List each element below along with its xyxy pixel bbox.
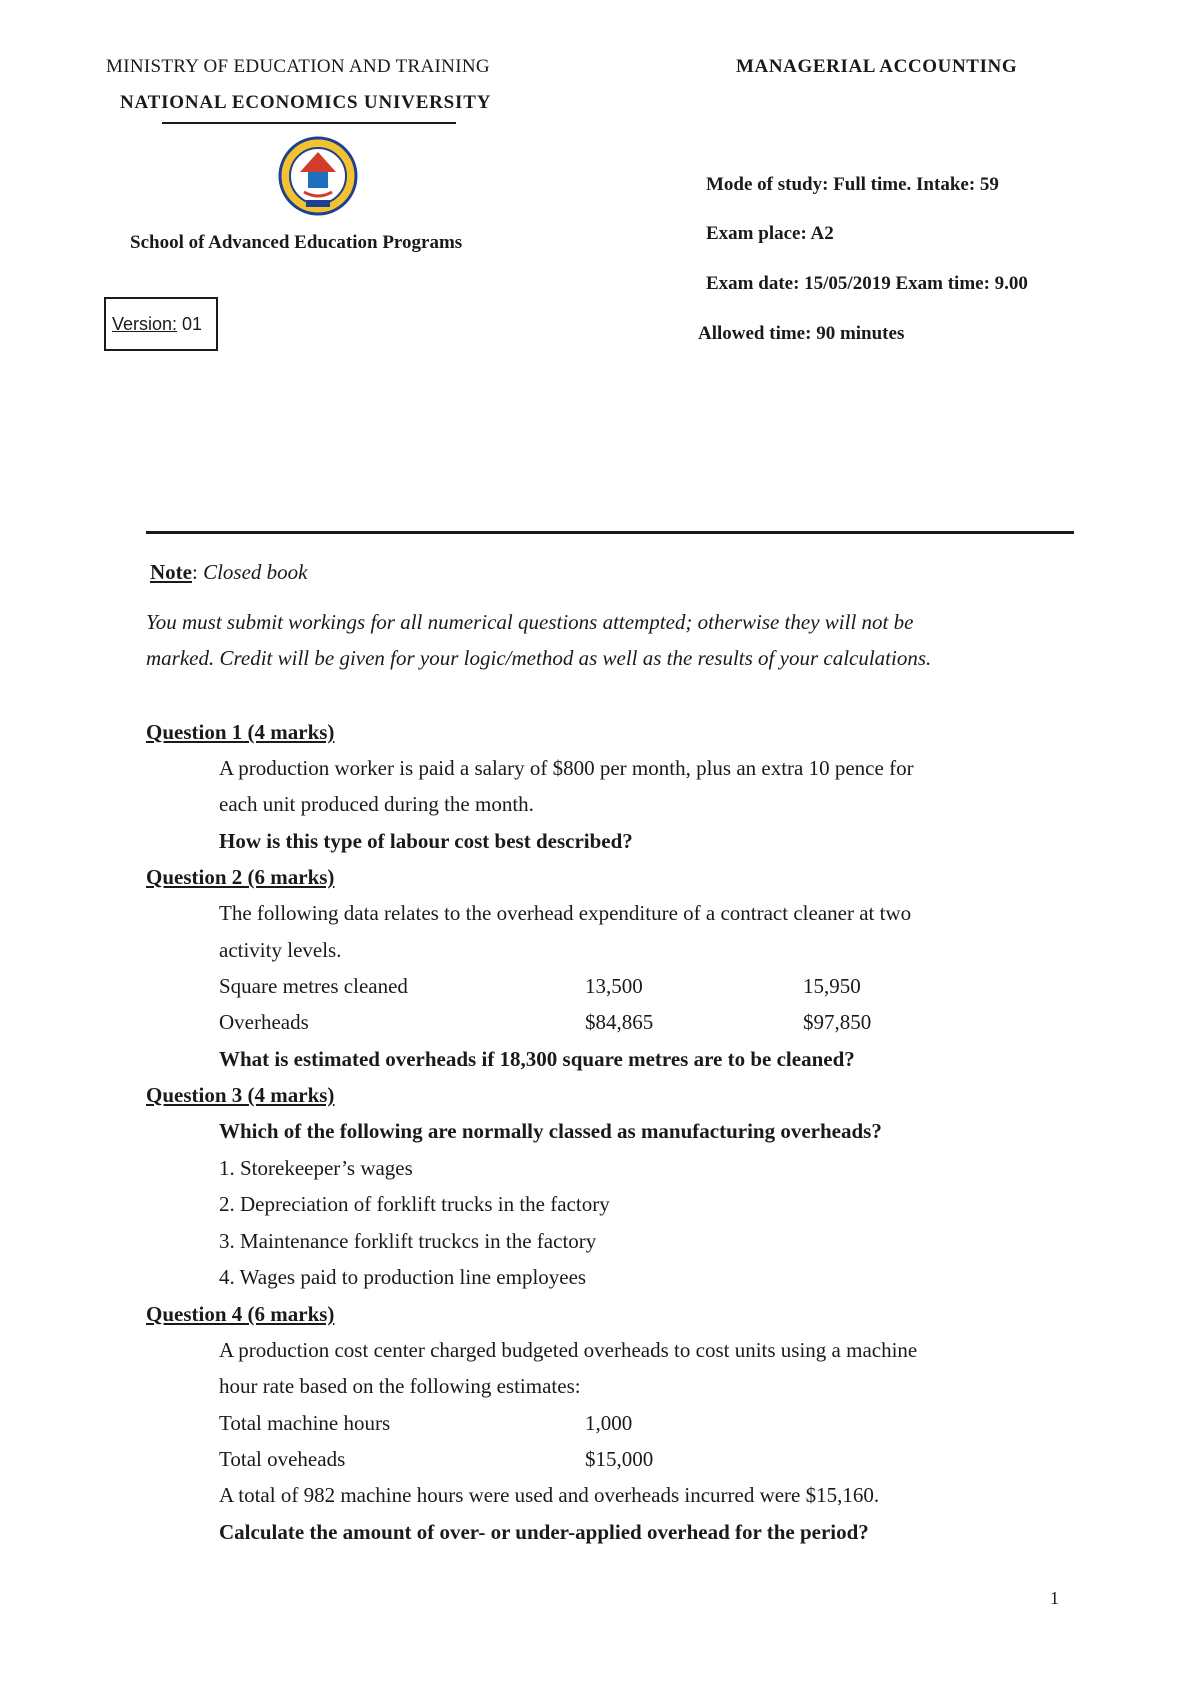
question-1-line-2: each unit produced during the month. bbox=[219, 792, 534, 816]
note-colon: : bbox=[191, 560, 198, 584]
q2-row-value-a: 13,500 bbox=[585, 974, 643, 998]
question-4-line-3: A total of 982 machine hours were used and overheads incurred were $15,160. bbox=[219, 1483, 880, 1507]
q2-row-label: Square metres cleaned bbox=[219, 974, 408, 998]
version-label: Version: bbox=[112, 313, 178, 334]
q4-row-label: Total oveheads bbox=[219, 1447, 346, 1471]
note-text: Closed book bbox=[203, 560, 308, 584]
page-number: 1 bbox=[1050, 1588, 1059, 1608]
mode-of-study: Mode of study: Full time. Intake: 59 bbox=[706, 174, 999, 195]
exam-place: Exam place: A2 bbox=[706, 223, 834, 244]
question-2-title: Question 2 (6 marks) bbox=[146, 865, 335, 889]
header-underline bbox=[162, 122, 456, 124]
q2-row-value-a: $84,865 bbox=[585, 1010, 654, 1034]
question-3-title: Question 3 (4 marks) bbox=[146, 1083, 335, 1107]
question-4-line-2: hour rate based on the following estimates: bbox=[219, 1374, 581, 1398]
q2-row-value-b: 15,950 bbox=[803, 974, 861, 998]
question-1-line-1: A production worker is paid a salary of $800 per month, plus an extra 10 pence for bbox=[219, 756, 914, 780]
question-3-item: 1. Storekeeper’s wages bbox=[219, 1156, 413, 1180]
instruction-line-1: You must submit workings for all numerical questions attempted; otherwise they will not be bbox=[146, 610, 914, 634]
question-1-title: Question 1 (4 marks) bbox=[146, 720, 335, 744]
header-separator bbox=[146, 531, 1074, 534]
school-name: School of Advanced Education Programs bbox=[130, 232, 463, 253]
exam-date-time: Exam date: 15/05/2019 Exam time: 9.00 bbox=[706, 273, 1028, 294]
question-3-ask: Which of the following are normally classed as manufacturing overheads? bbox=[219, 1119, 882, 1143]
question-4-title: Question 4 (6 marks) bbox=[146, 1302, 335, 1326]
question-3-item: 3. Maintenance forklift truckcs in the factory bbox=[219, 1229, 597, 1253]
question-2-line-2: activity levels. bbox=[219, 938, 342, 962]
question-3-item: 2. Depreciation of forklift trucks in the factory bbox=[219, 1192, 610, 1216]
q2-row-label: Overheads bbox=[219, 1010, 309, 1034]
university-seal-logo bbox=[278, 134, 358, 218]
q4-row-value: 1,000 bbox=[585, 1411, 633, 1435]
question-3-item: 4. Wages paid to production line employees bbox=[219, 1265, 587, 1289]
question-1-ask: How is this type of labour cost best described? bbox=[219, 829, 633, 853]
university-name: NATIONAL ECONOMICS UNIVERSITY bbox=[120, 92, 492, 113]
note-label: Note bbox=[150, 560, 192, 584]
note-line bbox=[150, 560, 307, 585]
question-2-line-1: The following data relates to the overhead expenditure of a contract cleaner at two bbox=[219, 901, 912, 925]
question-4-line-1: A production cost center charged budgeted overheads to cost units using a machine bbox=[219, 1338, 918, 1362]
instruction-line-2: marked. Credit will be given for your logic/method as well as the results of your calculations. bbox=[146, 646, 932, 670]
course-title: MANAGERIAL ACCOUNTING bbox=[736, 56, 1018, 77]
q4-row-value: $15,000 bbox=[585, 1447, 654, 1471]
allowed-time: Allowed time: 90 minutes bbox=[698, 323, 905, 344]
ministry-name: MINISTRY OF EDUCATION AND TRAINING bbox=[106, 56, 490, 77]
question-2-ask: What is estimated overheads if 18,300 square metres are to be cleaned? bbox=[219, 1047, 855, 1071]
q2-row-value-b: $97,850 bbox=[803, 1010, 872, 1034]
version-value: 01 bbox=[182, 313, 203, 334]
version-box bbox=[104, 297, 218, 351]
question-4-ask: Calculate the amount of over- or under-applied overhead for the period? bbox=[219, 1520, 869, 1544]
q4-row-label: Total machine hours bbox=[219, 1411, 391, 1435]
